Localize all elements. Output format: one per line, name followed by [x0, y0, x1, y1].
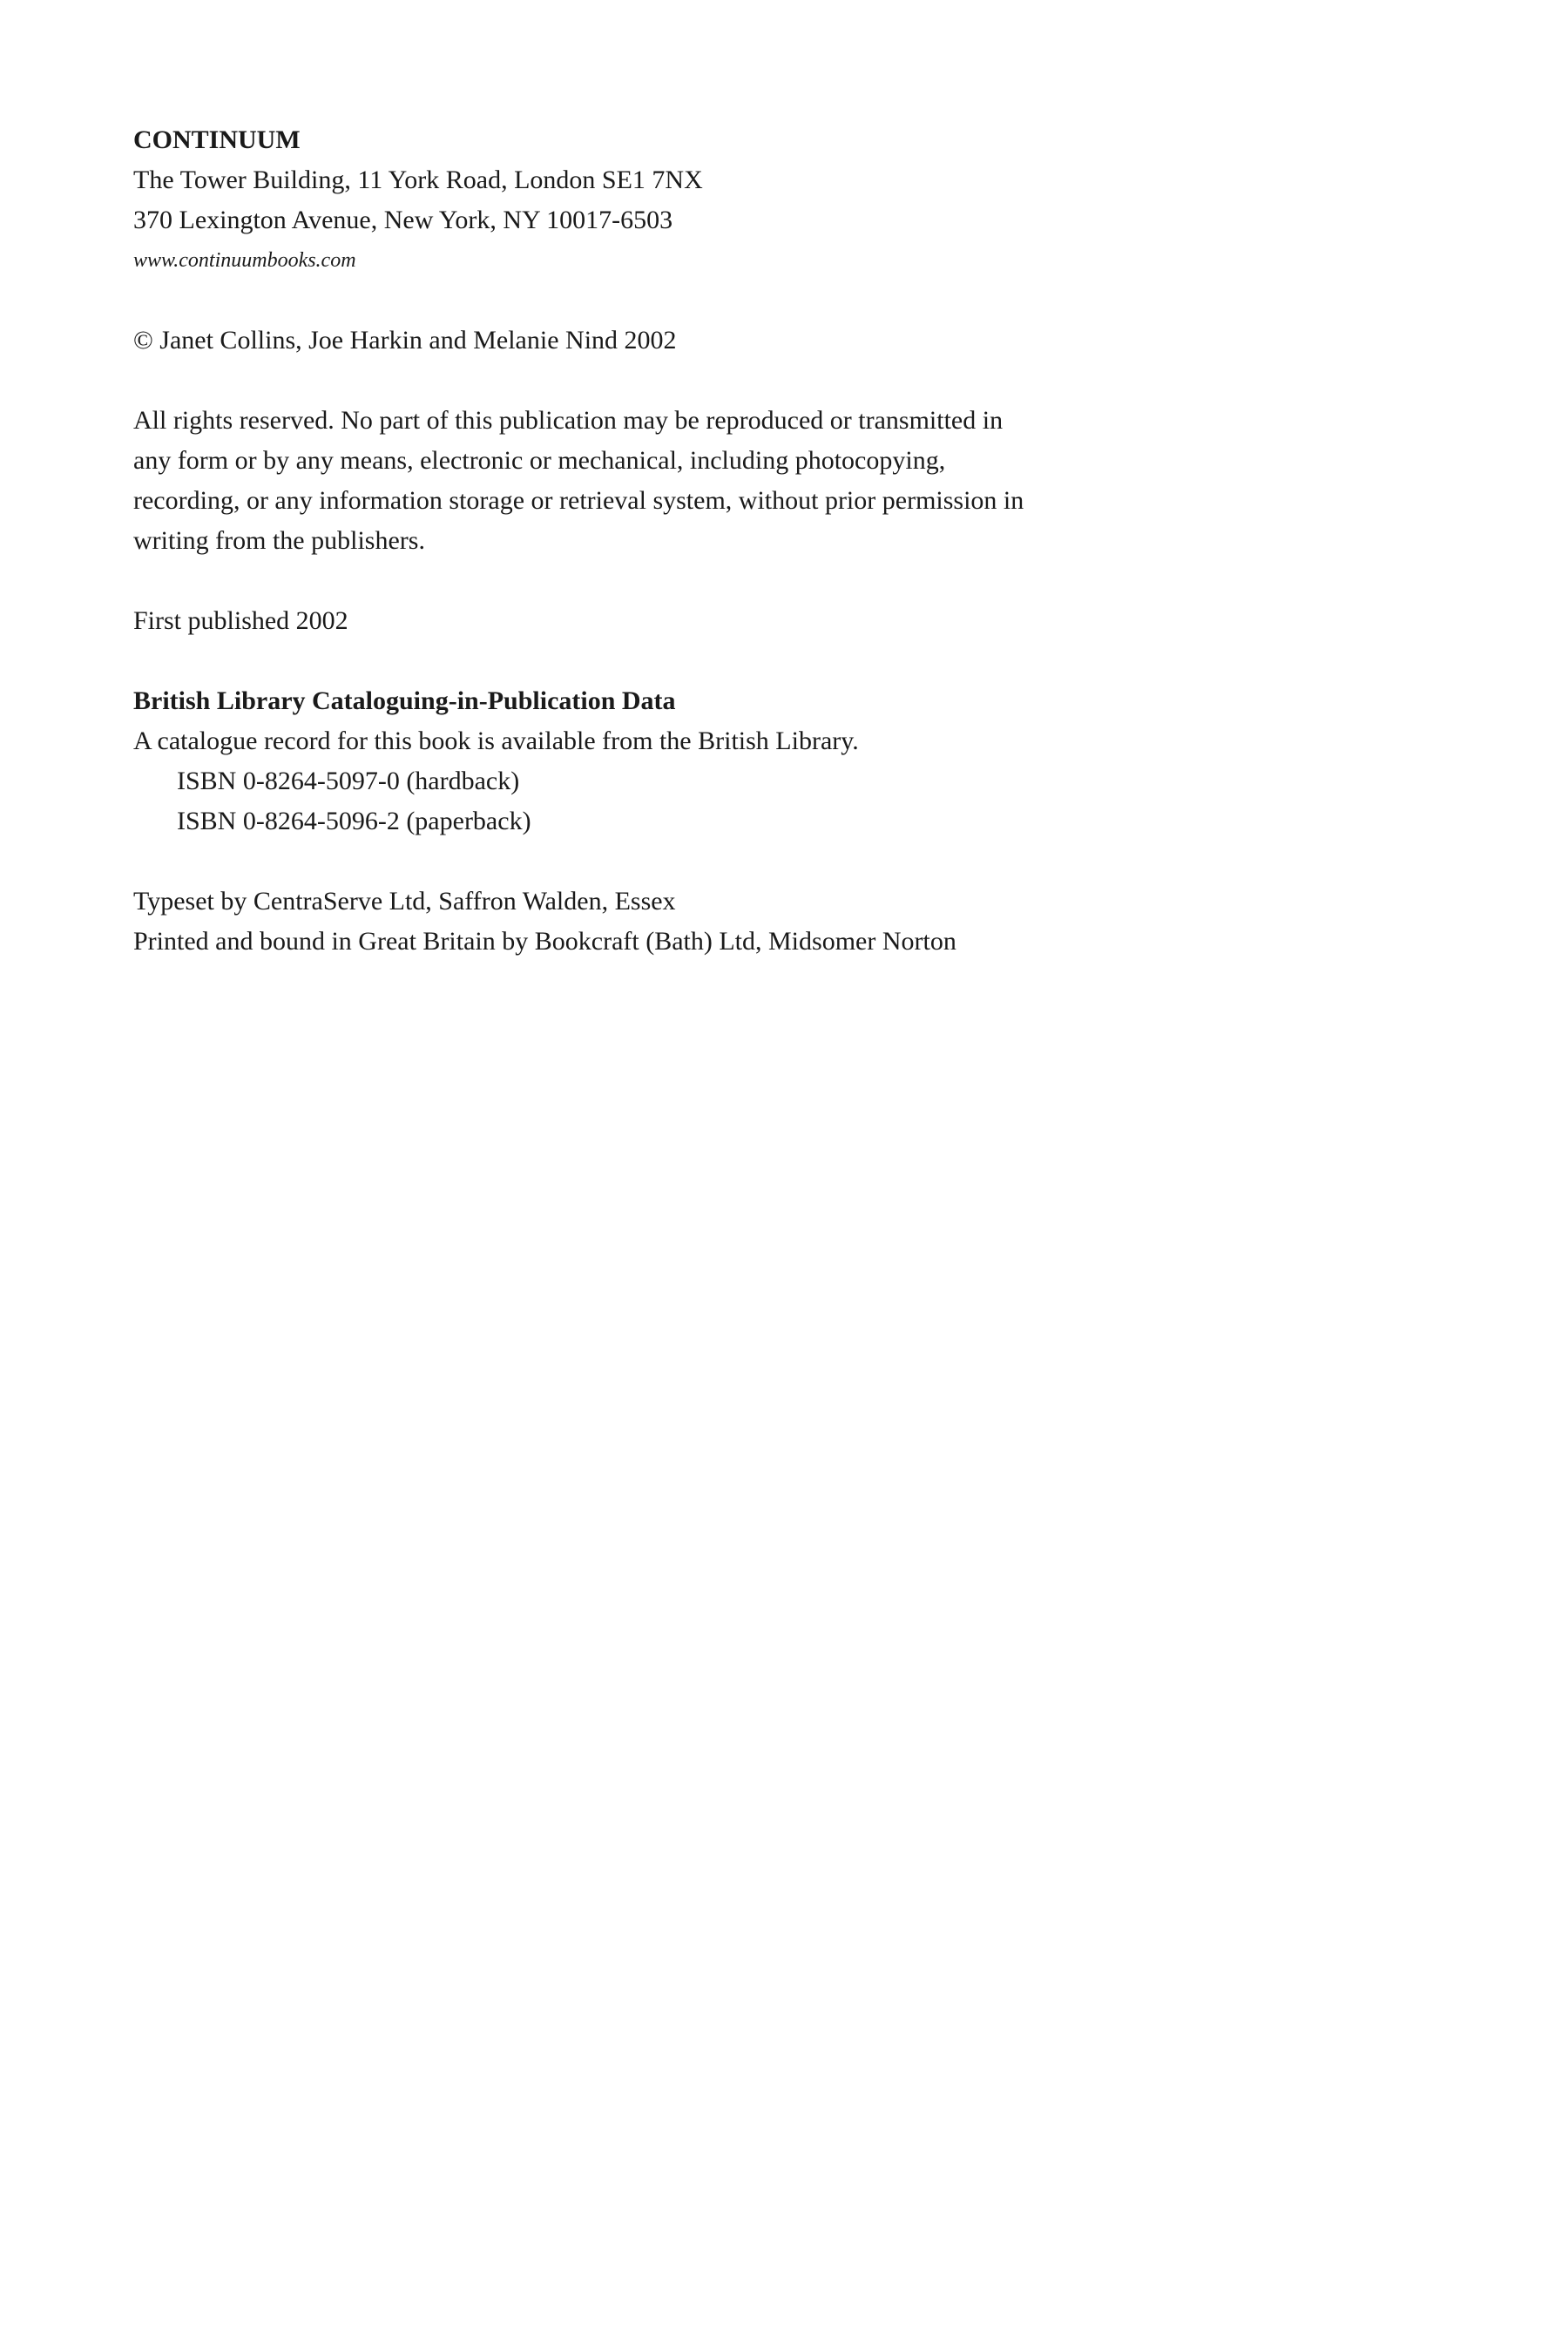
- rights-line: All rights reserved. No part of this publication may be reproduced or transmitted in: [133, 406, 1004, 435]
- publisher-website: www.continuumbooks.com: [133, 249, 356, 272]
- publisher-name: CONTINUUM: [133, 125, 301, 154]
- isbn-paperback: ISBN 0-8264-5096-2 (paperback): [177, 807, 531, 835]
- rights-line: any form or by any means, electronic or mechanical, including photocopying,: [133, 446, 946, 475]
- printer-credit: Printed and bound in Great Britain by Bookcraft (Bath) Ltd, Midsomer Norton: [133, 927, 956, 956]
- cip-statement: A catalogue record for this book is available from the British Library.: [133, 727, 859, 755]
- copyright-page: [133, 120, 1179, 1002]
- first-published-block: [133, 601, 1179, 641]
- cip-heading: British Library Cataloguing-in-Publication Data: [133, 686, 676, 715]
- copyright-block: [133, 321, 1179, 361]
- publisher-address-us: 370 Lexington Avenue, New York, NY 10017-6503: [133, 206, 673, 234]
- publisher-address-uk: The Tower Building, 11 York Road, London SE1 7NX: [133, 166, 703, 194]
- publisher-block: [133, 120, 1179, 280]
- rights-line: recording, or any information storage or retrieval system, without prior permission in: [133, 486, 1024, 515]
- rights-block: [133, 401, 1179, 561]
- production-block: [133, 882, 1179, 962]
- copyright-notice: © Janet Collins, Joe Harkin and Melanie Nind 2002: [133, 326, 677, 355]
- cip-block: [133, 681, 1179, 841]
- rights-line: writing from the publishers.: [133, 526, 425, 555]
- isbn-hardback: ISBN 0-8264-5097-0 (hardback): [177, 767, 520, 795]
- typeset-credit: Typeset by CentraServe Ltd, Saffron Walden, Essex: [133, 887, 676, 916]
- first-published: First published 2002: [133, 606, 348, 635]
